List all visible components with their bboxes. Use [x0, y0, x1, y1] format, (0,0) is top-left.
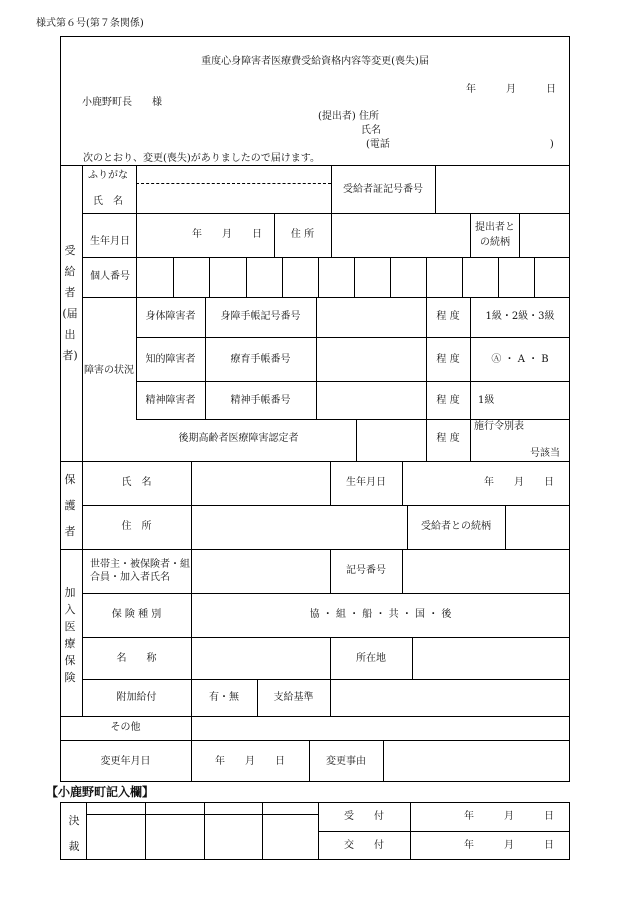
- mental-grade-value: 1級: [478, 395, 495, 406]
- mental-book-label: 精神手帳番号: [230, 395, 291, 406]
- intellectual-book-label: 療育手帳番号: [230, 354, 291, 365]
- other-label: その他: [110, 722, 141, 733]
- issued-label: 交 付: [344, 840, 384, 851]
- insurance-type-label: 保 険 種 別: [111, 609, 162, 620]
- cert-number-label: 受給者証記号番号: [343, 184, 423, 195]
- mental-disability-label: 精神障害者: [145, 395, 196, 406]
- additional-benefit-label: 附加給付: [116, 692, 157, 703]
- submitter-address-label: (提出者) 住所: [318, 111, 379, 122]
- personal-number-label: 個人番号: [90, 271, 130, 282]
- physical-disability-label: 身体障害者: [145, 311, 196, 322]
- elderly-grade-table: 施行令別表: [474, 421, 524, 432]
- recipient-birth-label: 生年月日: [90, 236, 130, 247]
- furigana-label: ふりがな: [88, 170, 128, 181]
- decision-label: 決裁: [68, 814, 80, 853]
- addressee: 小鹿野町長 様: [82, 97, 162, 108]
- intellectual-disability-label: 知的障害者: [145, 354, 196, 365]
- guardian-address-label: 住 所: [121, 521, 152, 532]
- insurance-type-options: 協 ・ 組 ・ 船 ・ 共 ・ 国 ・ 後: [309, 609, 452, 620]
- elderly-grade-item: 号該当: [530, 448, 560, 459]
- change-date-label: 変更年月日: [100, 756, 151, 767]
- change-date-value: 年 月 日: [215, 756, 285, 767]
- intellectual-grade-label: 程 度: [436, 354, 460, 365]
- recipient-address-label: 住 所: [290, 229, 315, 240]
- submitter-tel-label: (電話 ): [366, 139, 554, 150]
- intellectual-grade-options: Ⓐ ・ A ・ B: [491, 354, 549, 365]
- guardian-relation-label: 受給者との続柄: [421, 521, 491, 532]
- physical-grade-options: 1級・2級・3級: [485, 311, 555, 322]
- insurance-section-label: 加入医療保険: [64, 586, 76, 684]
- insurance-name-label: 名 称: [116, 653, 157, 664]
- insurance-symbol-label: 記号番号: [346, 565, 386, 576]
- recipient-birth-value: 年 月 日: [192, 229, 262, 240]
- elderly-grade-label: 程 度: [436, 433, 460, 444]
- guardian-name-label: 氏 名: [121, 477, 152, 488]
- elderly-disability-label: 後期高齢者医療障害認定者: [178, 433, 299, 444]
- received-label: 受 付: [344, 811, 384, 822]
- recipient-name-label: 氏 名: [93, 196, 123, 207]
- submit-date: 年 月 日: [466, 84, 556, 95]
- physical-book-label: 身障手帳記号番号: [220, 311, 301, 322]
- disability-status-label: 障害の状況: [84, 365, 134, 376]
- insurance-holder-label: 世帯主・被保険者・組合員・加入者氏名: [90, 559, 190, 583]
- issued-date: 年 月 日: [464, 840, 554, 851]
- received-date: 年 月 日: [464, 811, 554, 822]
- guardian-birth-value: 年 月 日: [484, 477, 554, 488]
- payment-standard-label: 支給基準: [273, 692, 314, 703]
- submitter-relation-label: 提出者との続柄: [475, 222, 515, 248]
- mental-grade-label: 程 度: [436, 395, 460, 406]
- submitter-name-label: 氏名: [361, 125, 381, 136]
- recipient-section-label: 受給者(届出者): [62, 244, 78, 362]
- guardian-birth-label: 生年月日: [346, 477, 386, 488]
- form-number: 様式第６号(第７条関係): [36, 18, 144, 29]
- statement: 次のとおり、変更(喪失)がありましたので届けます。: [83, 153, 321, 164]
- office-use-title: 【小鹿野町記入欄】: [46, 785, 155, 799]
- guardian-section-label: 保護者: [64, 473, 76, 538]
- physical-grade-label: 程 度: [436, 311, 460, 322]
- insurance-location-label: 所在地: [356, 653, 386, 664]
- additional-benefit-options: 有・無: [209, 692, 239, 703]
- change-reason-label: 変更事由: [326, 756, 366, 767]
- form-title: 重度心身障害者医療費受給資格内容等変更(喪失)届: [201, 56, 429, 67]
